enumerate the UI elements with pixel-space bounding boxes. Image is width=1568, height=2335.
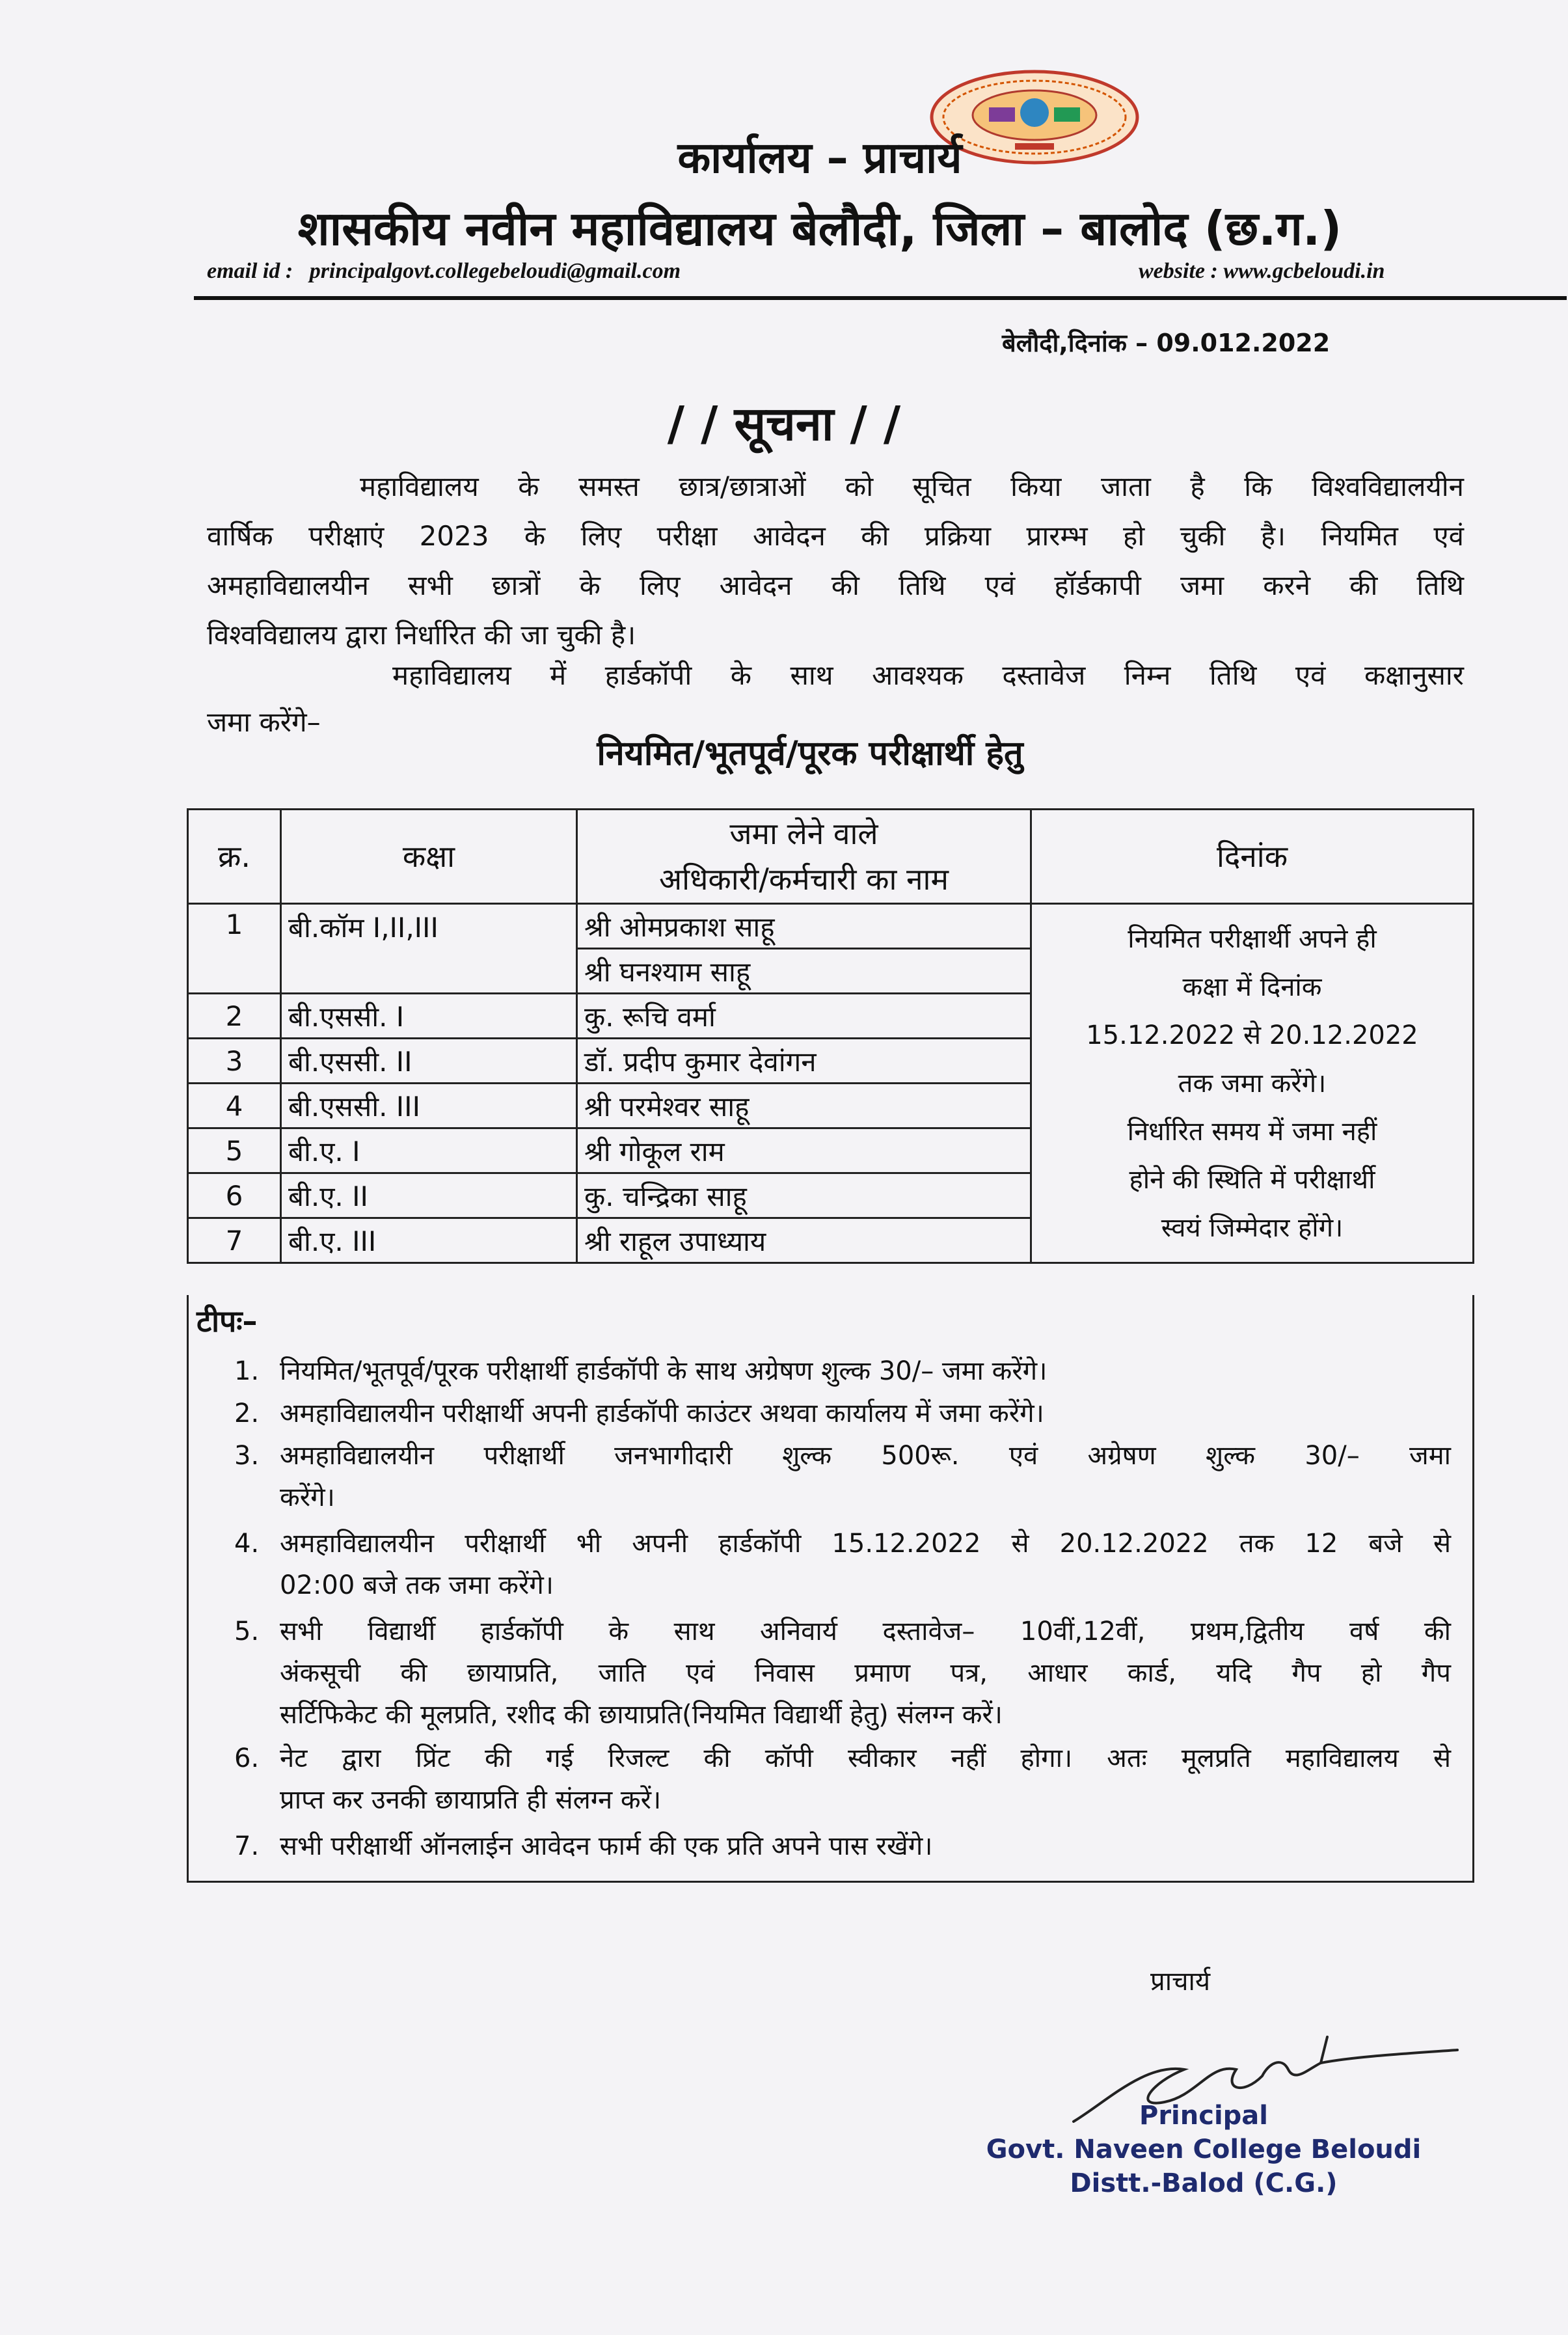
date-line: बेलौदी,दिनांक – 09.012.2022: [1002, 329, 1331, 357]
date-note-line: निर्धारित समय में जमा नहीं: [1127, 1116, 1377, 1147]
notice-paragraph-1-first: [207, 462, 1464, 512]
date-note-line: स्वयं जिम्मेदार होंगे।: [1161, 1212, 1344, 1243]
cell-sno: 7: [188, 1218, 281, 1263]
notice-paragraph-2-first: [207, 651, 1464, 700]
principal-stamp: [982, 2099, 1425, 2200]
cell-sno: 1: [188, 904, 281, 994]
table-row: [188, 904, 1474, 949]
note-item: [234, 1523, 1451, 1606]
cell-officer: श्री ओमप्रकाश साहू: [577, 904, 1031, 949]
cell-officer: श्री परमेश्वर साहू: [577, 1084, 1031, 1128]
cell-officer: श्री गोकूल राम: [577, 1128, 1031, 1173]
note-number: 7.: [234, 1831, 260, 1861]
cell-sno: 6: [188, 1173, 281, 1218]
note-item: [234, 1435, 1451, 1518]
date-note-line: कक्षा में दिनांक: [1182, 972, 1322, 1002]
note-line: सर्टिफिकेट की मूलप्रति, रशीद की छायाप्रति(नियमित विद्यार्थी हेतु) संलग्न करें।: [280, 1700, 1003, 1730]
note-line: प्राप्त कर उनकी छायाप्रति ही संलग्न करें।: [280, 1785, 662, 1815]
table-header-row: [188, 810, 1474, 904]
date-note-line: होने की स्थिति में परीक्षार्थी: [1129, 1164, 1375, 1195]
date-note-line: नियमित परीक्षार्थी अपने ही: [1128, 923, 1377, 954]
date-note-cell: [1031, 904, 1474, 1263]
note-line: नियमित/भूतपूर्व/पूरक परीक्षार्थी हार्डकॉपी के साथ अग्रेषण शुल्क 30/– जमा करेंगे।: [280, 1356, 1048, 1386]
note-item: [234, 1611, 1451, 1736]
header-officer: [577, 810, 1031, 904]
submission-schedule-table: [187, 808, 1474, 1264]
paragraph-line: जमा करेंगे–: [207, 706, 321, 738]
note-number: 3.: [234, 1441, 260, 1471]
note-line: अमहाविद्यालयीन परीक्षार्थी अपनी हार्डकॉपी काउंटर अथवा कार्यालय में जमा करेंगे।: [280, 1399, 1044, 1428]
note-number: 4.: [234, 1529, 260, 1559]
cell-officer: कु. रूचि वर्मा: [577, 994, 1031, 1039]
header-date: दिनांक: [1031, 810, 1474, 904]
note-item: [234, 1825, 1451, 1867]
email-line: [207, 259, 681, 284]
website-label: website :: [1139, 259, 1218, 283]
notice-paragraph-1: [207, 512, 1464, 660]
cell-class: बी.एससी. I: [281, 994, 577, 1039]
date-note-line: 15.12.2022 से 20.12.2022: [1086, 1020, 1418, 1050]
cell-sno: 5: [188, 1128, 281, 1173]
paragraph-line: विश्वविद्यालय द्वारा निर्धारित की जा चुकी है।: [207, 619, 636, 651]
cell-class: बी.एससी. II: [281, 1039, 577, 1084]
cell-sno: 2: [188, 994, 281, 1039]
cell-officer: डॉ. प्रदीप कुमार देवांगन: [577, 1039, 1031, 1084]
note-line: 02:00 बजे तक जमा करेंगे।: [280, 1570, 554, 1600]
note-line: सभी विद्यार्थी हार्डकॉपी के साथ अनिवार्य दस्तावेज– 10वीं,12वीं, प्रथम,द्वितीय वर्ष की: [280, 1617, 1451, 1646]
note-item: [234, 1350, 1451, 1392]
note-number: 5.: [234, 1617, 260, 1646]
note-line: अमहाविद्यालयीन परीक्षार्थी जनभागीदारी शुल्क 500रू. एवं अग्रेषण शुल्क 30/– जमा: [280, 1441, 1451, 1471]
principal-designation: प्राचार्य: [1150, 1967, 1211, 1997]
website-line: [1139, 259, 1385, 284]
note-line: अमहाविद्यालयीन परीक्षार्थी भी अपनी हार्डकॉपी 15.12.2022 से 20.12.2022 तक 12 बजे से: [280, 1529, 1451, 1559]
office-heading: कार्यालय – प्राचार्य: [677, 133, 962, 183]
date-note-line: तक जमा करेंगे।: [1178, 1068, 1327, 1099]
header-officer-line2: अधिकारी/कर्मचारी का नाम: [659, 862, 949, 897]
note-line: नेट द्वारा प्रिंट की गई रिजल्ट की कॉपी स्वीकार नहीं होगा। अतः मूलप्रति महाविद्यालय से: [280, 1743, 1451, 1773]
paragraph-line: वार्षिक परीक्षाएं 2023 के लिए परीक्षा आवेदन की प्रक्रिया प्रारम्भ हो चुकी है। नियमित एवं: [207, 520, 1464, 552]
note-number: 1.: [234, 1356, 260, 1386]
paragraph-line: अमहाविद्यालयीन सभी छात्रों के लिए आवेदन की तिथि एवं हॉर्डकापी जमा करने की तिथि: [207, 569, 1464, 601]
note-line: सभी परीक्षार्थी ऑनलाईन आवेदन फार्म की एक प्रति अपने पास रखेंगे।: [280, 1831, 933, 1861]
website-url: www.gcbeloudi.in: [1223, 259, 1385, 283]
cell-officer: श्री घनश्याम साहू: [577, 949, 1031, 994]
cell-class: बी.एससी. III: [281, 1084, 577, 1128]
paragraph-line: महाविद्यालय में हार्डकॉपी के साथ आवश्यक दस्तावेज निम्न तिथि एवं कक्षानुसार: [392, 659, 1464, 691]
notes-label: टीपः–: [196, 1304, 258, 1339]
note-line: करेंगे।: [280, 1482, 335, 1512]
email-address: principalgovt.collegebeloudi@gmail.com: [309, 259, 681, 283]
header-sno: क्र.: [188, 810, 281, 904]
note-number: 2.: [234, 1399, 260, 1428]
cell-class: बी.कॉम I,II,III: [281, 904, 577, 994]
header-class: कक्षा: [281, 810, 577, 904]
cell-officer: श्री राहूल उपाध्याय: [577, 1218, 1031, 1263]
cell-sno: 4: [188, 1084, 281, 1128]
cell-officer: कु. चन्द्रिका साहू: [577, 1173, 1031, 1218]
note-line: अंकसूची की छायाप्रति, जाति एवं निवास प्रमाण पत्र, आधार कार्ड, यदि गैप हो गैप: [280, 1658, 1451, 1688]
table-subtitle: नियमित/भूतपूर्व/पूरक परीक्षार्थी हेतु: [597, 734, 1023, 773]
email-label: email id :: [207, 259, 293, 283]
note-item: [234, 1738, 1451, 1821]
paragraph-line: महाविद्यालय के समस्त छात्र/छात्राओं को सूचित किया जाता है कि विश्वविद्यालयीन: [360, 471, 1464, 502]
notes-box: [187, 1295, 1474, 1883]
cell-class: बी.ए. II: [281, 1173, 577, 1218]
header-officer-line1: जमा लेने वाले: [729, 816, 878, 851]
college-name: शासकीय नवीन महाविद्यालय बेलौदी, जिला – बालोद (छ.ग.): [297, 201, 1342, 256]
notice-title: / / सूचना / /: [667, 396, 901, 451]
stamp-line: Distt.-Balod (C.G.): [1070, 2168, 1338, 2198]
stamp-line: Govt. Naveen College Beloudi: [986, 2135, 1422, 2164]
cell-class: बी.ए. I: [281, 1128, 577, 1173]
note-number: 6.: [234, 1743, 260, 1773]
note-item: [234, 1393, 1451, 1434]
header-divider: [194, 296, 1567, 300]
cell-class: बी.ए. III: [281, 1218, 577, 1263]
stamp-line: Principal: [1139, 2101, 1268, 2131]
cell-sno: 3: [188, 1039, 281, 1084]
